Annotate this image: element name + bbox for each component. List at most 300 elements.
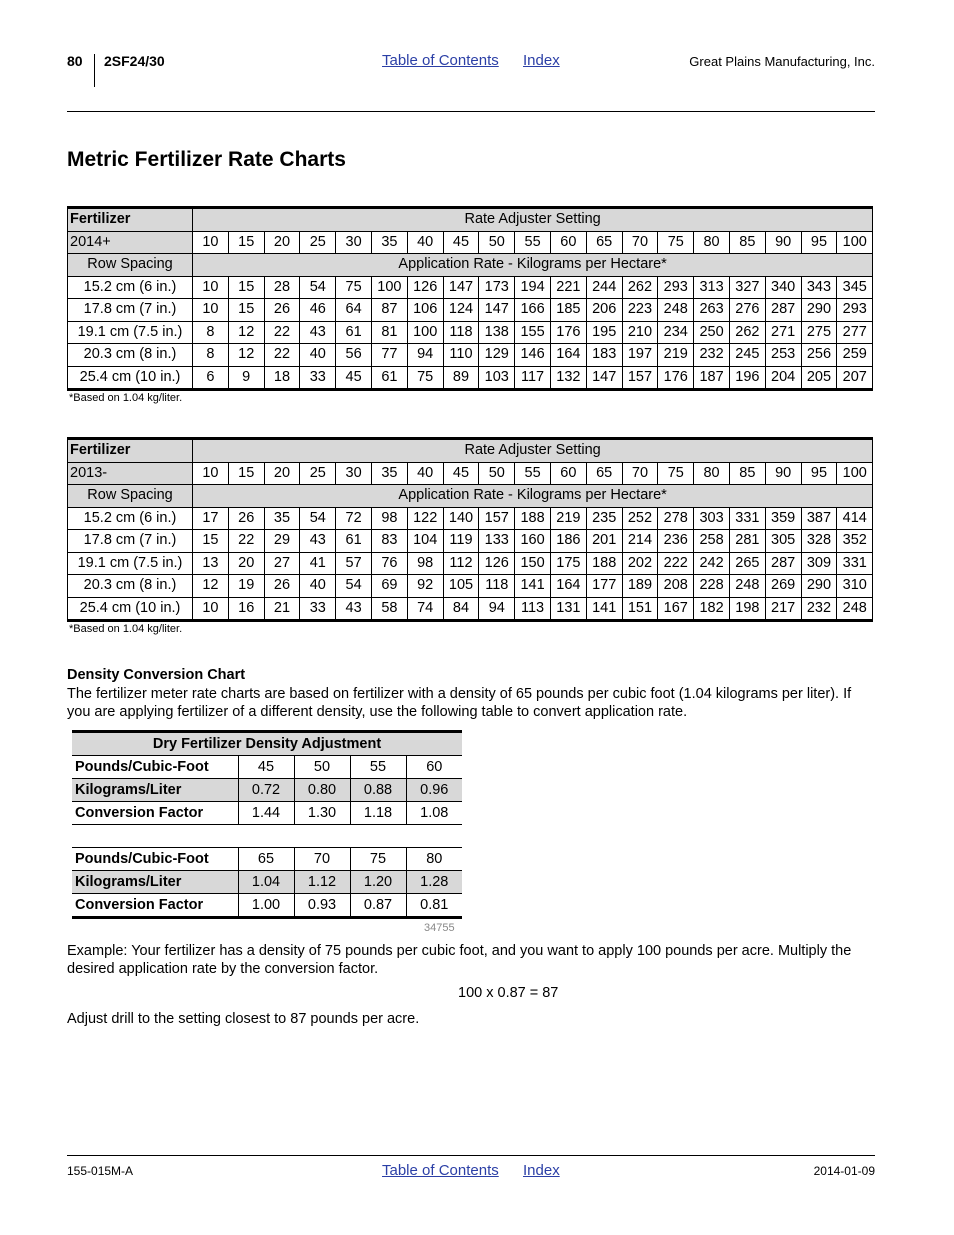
- rate-value: 290: [801, 575, 837, 598]
- rate-value: 103: [479, 366, 515, 390]
- rate-value: 26: [264, 575, 300, 598]
- rate-value: 94: [407, 344, 443, 367]
- rate-value: 258: [694, 530, 730, 553]
- rate-value: 140: [443, 507, 479, 530]
- units-row: [68, 485, 873, 508]
- row-spacing: 17.8 cm (7 in.): [68, 530, 193, 553]
- setting-value: 55: [515, 231, 551, 254]
- rate-value: 61: [336, 321, 372, 344]
- density-value: 1.28: [406, 871, 462, 894]
- rate-value: 84: [443, 597, 479, 621]
- table-row: [68, 575, 873, 598]
- rate-value: 43: [336, 597, 372, 621]
- rate-value: 328: [801, 530, 837, 553]
- setting-value: 95: [801, 462, 837, 485]
- rate-value: 41: [300, 552, 336, 575]
- rate-value: 56: [336, 344, 372, 367]
- setting-value: 65: [586, 462, 622, 485]
- density-table: [72, 730, 462, 919]
- density-row: [72, 779, 462, 802]
- units-header: Application Rate - Kilograms per Hectare*: [193, 485, 873, 508]
- rate-value: 119: [443, 530, 479, 553]
- density-row-label: Kilograms/Liter: [72, 779, 238, 802]
- table-row: [68, 321, 873, 344]
- rate-value: 100: [407, 321, 443, 344]
- rate-value: 265: [729, 552, 765, 575]
- setting-value: 50: [479, 462, 515, 485]
- rate-value: 183: [586, 344, 622, 367]
- rate-value: 33: [300, 366, 336, 390]
- rate-value: 186: [550, 530, 586, 553]
- setting-header: Rate Adjuster Setting: [193, 208, 873, 232]
- rate-value: 275: [801, 321, 837, 344]
- density-value: 0.87: [350, 894, 406, 918]
- rate-value: 259: [837, 344, 873, 367]
- setting-value: 65: [586, 231, 622, 254]
- rate-value: 278: [658, 507, 694, 530]
- rate-value: 219: [658, 344, 694, 367]
- density-row: [72, 871, 462, 894]
- density-caption-row: [72, 732, 462, 756]
- rate-value: 197: [622, 344, 658, 367]
- setting-value: 20: [264, 462, 300, 485]
- rate-value: 105: [443, 575, 479, 598]
- rate-value: 175: [550, 552, 586, 575]
- image-number: 34755: [424, 922, 455, 934]
- rate-value: 196: [729, 366, 765, 390]
- setting-value: 100: [837, 462, 873, 485]
- density-value: 1.18: [350, 802, 406, 825]
- density-value: 1.00: [238, 894, 294, 918]
- rate-value: 177: [586, 575, 622, 598]
- rate-value: 126: [479, 552, 515, 575]
- rate-value: 40: [300, 575, 336, 598]
- setting-value: 45: [443, 231, 479, 254]
- rate-value: 113: [515, 597, 551, 621]
- rate-value: 157: [479, 507, 515, 530]
- rate-value: 61: [371, 366, 407, 390]
- density-row: [72, 756, 462, 779]
- rate-value: 327: [729, 276, 765, 299]
- rate-value: 188: [515, 507, 551, 530]
- rate-table-footnote: *Based on 1.04 kg/liter.: [69, 392, 183, 404]
- rate-value: 12: [228, 344, 264, 367]
- density-value: 75: [350, 848, 406, 871]
- rate-value: 94: [479, 597, 515, 621]
- rate-value: 167: [658, 597, 694, 621]
- formula: 100 x 0.87 = 87: [458, 985, 559, 1001]
- rate-value: 236: [658, 530, 694, 553]
- rate-value: 27: [264, 552, 300, 575]
- rate-value: 263: [694, 299, 730, 322]
- rate-value: 214: [622, 530, 658, 553]
- setting-value: 90: [765, 462, 801, 485]
- model-name: 2SF24/30: [104, 53, 165, 69]
- rate-value: 69: [371, 575, 407, 598]
- rate-value: 122: [407, 507, 443, 530]
- rate-value: 133: [479, 530, 515, 553]
- rate-value: 75: [336, 276, 372, 299]
- rate-value: 100: [371, 276, 407, 299]
- page-number: 80: [67, 53, 83, 69]
- setting-value: 80: [694, 462, 730, 485]
- rate-value: 54: [300, 276, 336, 299]
- rate-value: 43: [300, 530, 336, 553]
- rate-value: 176: [550, 321, 586, 344]
- rate-value: 248: [658, 299, 694, 322]
- rate-value: 414: [837, 507, 873, 530]
- rate-value: 343: [801, 276, 837, 299]
- rate-value: 76: [371, 552, 407, 575]
- rate-value: 104: [407, 530, 443, 553]
- density-row-label: Conversion Factor: [72, 802, 238, 825]
- density-value: 1.08: [406, 802, 462, 825]
- doc-code: 155-015M-A: [67, 1164, 134, 1178]
- rate-value: 132: [550, 366, 586, 390]
- rate-value: 303: [694, 507, 730, 530]
- rate-value: 248: [837, 597, 873, 621]
- rate-value: 277: [837, 321, 873, 344]
- density-value: 45: [238, 756, 294, 779]
- rate-value: 8: [193, 321, 229, 344]
- rate-value: 195: [586, 321, 622, 344]
- rate-table-2014: [67, 206, 873, 391]
- setting-value: 40: [407, 462, 443, 485]
- rate-value: 202: [622, 552, 658, 575]
- row-spacing-label: Row Spacing: [68, 254, 193, 277]
- footer-toc-link[interactable]: Table of Contents: [382, 1162, 499, 1179]
- header-row: [68, 208, 873, 232]
- header-divider: [94, 54, 95, 87]
- year-label: 2013-: [68, 462, 193, 485]
- rate-value: 207: [837, 366, 873, 390]
- table-row: [68, 299, 873, 322]
- rate-value: 331: [729, 507, 765, 530]
- rate-value: 19: [228, 575, 264, 598]
- density-row-label: Conversion Factor: [72, 894, 238, 918]
- rate-value: 223: [622, 299, 658, 322]
- setting-value: 85: [729, 462, 765, 485]
- example-text: Example: Your fertilizer has a density of 75 pounds per cubic foot, and you want to apply 100 pounds per acre. Multiply the desired application rate by the conversion factor.: [67, 943, 852, 977]
- units-row: [68, 254, 873, 277]
- rate-value: 210: [622, 321, 658, 344]
- setting-value: 25: [300, 462, 336, 485]
- density-row-label: Pounds/Cubic-Foot: [72, 848, 238, 871]
- rate-value: 287: [765, 552, 801, 575]
- setting-value: 70: [622, 462, 658, 485]
- rate-value: 253: [765, 344, 801, 367]
- rate-value: 124: [443, 299, 479, 322]
- year-label: 2014+: [68, 231, 193, 254]
- rate-value: 72: [336, 507, 372, 530]
- setting-value: 30: [336, 462, 372, 485]
- rate-value: 61: [336, 530, 372, 553]
- rate-value: 250: [694, 321, 730, 344]
- rate-value: 98: [407, 552, 443, 575]
- rate-value: 219: [550, 507, 586, 530]
- rate-value: 164: [550, 575, 586, 598]
- header-toc-link[interactable]: Table of Contents: [382, 52, 499, 69]
- rate-value: 8: [193, 344, 229, 367]
- footer-index-link[interactable]: Index: [523, 1162, 560, 1179]
- row-spacing: 15.2 cm (6 in.): [68, 507, 193, 530]
- rate-value: 16: [228, 597, 264, 621]
- rate-value: 141: [586, 597, 622, 621]
- density-spacer-row: [72, 825, 462, 848]
- rate-value: 235: [586, 507, 622, 530]
- density-row-label: Pounds/Cubic-Foot: [72, 756, 238, 779]
- rate-value: 208: [658, 575, 694, 598]
- rate-value: 160: [515, 530, 551, 553]
- rate-value: 12: [193, 575, 229, 598]
- rate-value: 92: [407, 575, 443, 598]
- rate-value: 276: [729, 299, 765, 322]
- fertilizer-label: Fertilizer: [68, 439, 193, 463]
- table-row: [68, 344, 873, 367]
- rate-value: 54: [336, 575, 372, 598]
- rate-value: 22: [264, 344, 300, 367]
- rate-value: 305: [765, 530, 801, 553]
- rate-value: 204: [765, 366, 801, 390]
- density-value: 70: [294, 848, 350, 871]
- rate-value: 15: [193, 530, 229, 553]
- rate-value: 89: [443, 366, 479, 390]
- rate-value: 13: [193, 552, 229, 575]
- rate-value: 201: [586, 530, 622, 553]
- rate-value: 232: [694, 344, 730, 367]
- table-row: [68, 507, 873, 530]
- rate-value: 20: [228, 552, 264, 575]
- rate-value: 187: [694, 366, 730, 390]
- rate-value: 248: [729, 575, 765, 598]
- rate-value: 182: [694, 597, 730, 621]
- rate-value: 9: [228, 366, 264, 390]
- rate-value: 110: [443, 344, 479, 367]
- rate-value: 117: [515, 366, 551, 390]
- header-index-link[interactable]: Index: [523, 52, 560, 69]
- rate-value: 194: [515, 276, 551, 299]
- rate-value: 40: [300, 344, 336, 367]
- rate-value: 198: [729, 597, 765, 621]
- rate-value: 164: [550, 344, 586, 367]
- setting-value: 100: [837, 231, 873, 254]
- setting-value: 75: [658, 462, 694, 485]
- density-value: 1.04: [238, 871, 294, 894]
- rate-value: 77: [371, 344, 407, 367]
- setting-value: 70: [622, 231, 658, 254]
- rate-value: 22: [228, 530, 264, 553]
- rate-value: 293: [658, 276, 694, 299]
- density-value: 0.93: [294, 894, 350, 918]
- rate-value: 281: [729, 530, 765, 553]
- setting-value: 75: [658, 231, 694, 254]
- rate-value: 74: [407, 597, 443, 621]
- rate-value: 290: [801, 299, 837, 322]
- rate-value: 138: [479, 321, 515, 344]
- rate-value: 10: [193, 597, 229, 621]
- rate-value: 189: [622, 575, 658, 598]
- setting-value: 10: [193, 462, 229, 485]
- setting-value: 15: [228, 462, 264, 485]
- rate-value: 185: [550, 299, 586, 322]
- rate-value: 221: [550, 276, 586, 299]
- rate-value: 244: [586, 276, 622, 299]
- density-value: 55: [350, 756, 406, 779]
- rate-value: 131: [550, 597, 586, 621]
- rate-value: 22: [264, 321, 300, 344]
- density-row: [72, 802, 462, 825]
- rate-value: 293: [837, 299, 873, 322]
- row-spacing: 20.3 cm (8 in.): [68, 344, 193, 367]
- rate-value: 147: [586, 366, 622, 390]
- setting-value: 95: [801, 231, 837, 254]
- rate-value: 15: [228, 276, 264, 299]
- setting-value: 20: [264, 231, 300, 254]
- table-row: [68, 366, 873, 390]
- rate-value: 26: [264, 299, 300, 322]
- density-value: 0.88: [350, 779, 406, 802]
- rate-value: 206: [586, 299, 622, 322]
- setting-value: 85: [729, 231, 765, 254]
- rate-value: 126: [407, 276, 443, 299]
- rate-value: 271: [765, 321, 801, 344]
- density-value: 80: [406, 848, 462, 871]
- rate-value: 150: [515, 552, 551, 575]
- rate-value: 45: [336, 366, 372, 390]
- rate-value: 87: [371, 299, 407, 322]
- row-spacing-label: Row Spacing: [68, 485, 193, 508]
- density-value: 1.12: [294, 871, 350, 894]
- density-value: 0.81: [406, 894, 462, 918]
- rate-value: 313: [694, 276, 730, 299]
- rate-value: 29: [264, 530, 300, 553]
- rate-value: 340: [765, 276, 801, 299]
- table-row: [68, 530, 873, 553]
- fertilizer-label: Fertilizer: [68, 208, 193, 232]
- rate-value: 345: [837, 276, 873, 299]
- rate-value: 58: [371, 597, 407, 621]
- table-row: [68, 276, 873, 299]
- density-row: [72, 894, 462, 918]
- density-caption: Dry Fertilizer Density Adjustment: [72, 732, 462, 756]
- rate-value: 387: [801, 507, 837, 530]
- rate-value: 83: [371, 530, 407, 553]
- company-name: Great Plains Manufacturing, Inc.: [689, 54, 875, 69]
- rate-value: 10: [193, 299, 229, 322]
- footer-rule: [67, 1155, 875, 1156]
- rate-value: 157: [622, 366, 658, 390]
- rate-value: 54: [300, 507, 336, 530]
- settings-row: [68, 231, 873, 254]
- setting-value: 90: [765, 231, 801, 254]
- units-header: Application Rate - Kilograms per Hectare*: [193, 254, 873, 277]
- setting-value: 80: [694, 231, 730, 254]
- rate-value: 217: [765, 597, 801, 621]
- table-row: [68, 597, 873, 621]
- rate-value: 18: [264, 366, 300, 390]
- rate-value: 21: [264, 597, 300, 621]
- rate-value: 309: [801, 552, 837, 575]
- rate-value: 359: [765, 507, 801, 530]
- density-value: 1.44: [238, 802, 294, 825]
- rate-value: 176: [658, 366, 694, 390]
- header-rule: [67, 111, 875, 112]
- rate-value: 228: [694, 575, 730, 598]
- row-spacing: 25.4 cm (10 in.): [68, 366, 193, 390]
- row-spacing: 19.1 cm (7.5 in.): [68, 552, 193, 575]
- table-row: [68, 552, 873, 575]
- rate-value: 151: [622, 597, 658, 621]
- setting-value: 60: [550, 462, 586, 485]
- rate-value: 112: [443, 552, 479, 575]
- density-intro: The fertilizer meter rate charts are based on fertilizer with a density of 65 pounds per cubic foot (1.04 kilograms per liter). If you are applying fertilizer of a different density, use the following table to convert application rate.: [67, 686, 852, 720]
- rate-value: 15: [228, 299, 264, 322]
- rate-value: 205: [801, 366, 837, 390]
- rate-value: 245: [729, 344, 765, 367]
- header-row: [68, 439, 873, 463]
- rate-value: 118: [443, 321, 479, 344]
- rate-value: 98: [371, 507, 407, 530]
- rate-table-2013: [67, 437, 873, 622]
- page-title: Metric Fertilizer Rate Charts: [67, 148, 346, 171]
- rate-value: 234: [658, 321, 694, 344]
- setting-value: 60: [550, 231, 586, 254]
- row-spacing: 25.4 cm (10 in.): [68, 597, 193, 621]
- setting-value: 30: [336, 231, 372, 254]
- rate-value: 12: [228, 321, 264, 344]
- setting-value: 45: [443, 462, 479, 485]
- rate-value: 188: [586, 552, 622, 575]
- setting-value: 35: [371, 462, 407, 485]
- density-value: 0.80: [294, 779, 350, 802]
- density-value: 50: [294, 756, 350, 779]
- density-row-label: Kilograms/Liter: [72, 871, 238, 894]
- rate-value: 17: [193, 507, 229, 530]
- density-value: 60: [406, 756, 462, 779]
- rate-value: 57: [336, 552, 372, 575]
- rate-value: 28: [264, 276, 300, 299]
- rate-value: 262: [622, 276, 658, 299]
- setting-header: Rate Adjuster Setting: [193, 439, 873, 463]
- rate-value: 64: [336, 299, 372, 322]
- row-spacing: 20.3 cm (8 in.): [68, 575, 193, 598]
- row-spacing: 15.2 cm (6 in.): [68, 276, 193, 299]
- rate-value: 146: [515, 344, 551, 367]
- rate-value: 252: [622, 507, 658, 530]
- rate-value: 262: [729, 321, 765, 344]
- rate-value: 129: [479, 344, 515, 367]
- rate-value: 81: [371, 321, 407, 344]
- rate-value: 269: [765, 575, 801, 598]
- setting-value: 15: [228, 231, 264, 254]
- rate-value: 222: [658, 552, 694, 575]
- density-heading: Density Conversion Chart: [67, 667, 246, 683]
- adjust-text: Adjust drill to the setting closest to 87 pounds per acre.: [67, 1011, 420, 1027]
- rate-value: 118: [479, 575, 515, 598]
- density-row: [72, 848, 462, 871]
- rate-value: 35: [264, 507, 300, 530]
- rate-value: 75: [407, 366, 443, 390]
- rate-value: 166: [515, 299, 551, 322]
- row-spacing: 19.1 cm (7.5 in.): [68, 321, 193, 344]
- settings-row: [68, 462, 873, 485]
- rate-value: 43: [300, 321, 336, 344]
- rate-value: 173: [479, 276, 515, 299]
- rate-value: 331: [837, 552, 873, 575]
- density-value: 1.30: [294, 802, 350, 825]
- rate-value: 232: [801, 597, 837, 621]
- rate-value: 287: [765, 299, 801, 322]
